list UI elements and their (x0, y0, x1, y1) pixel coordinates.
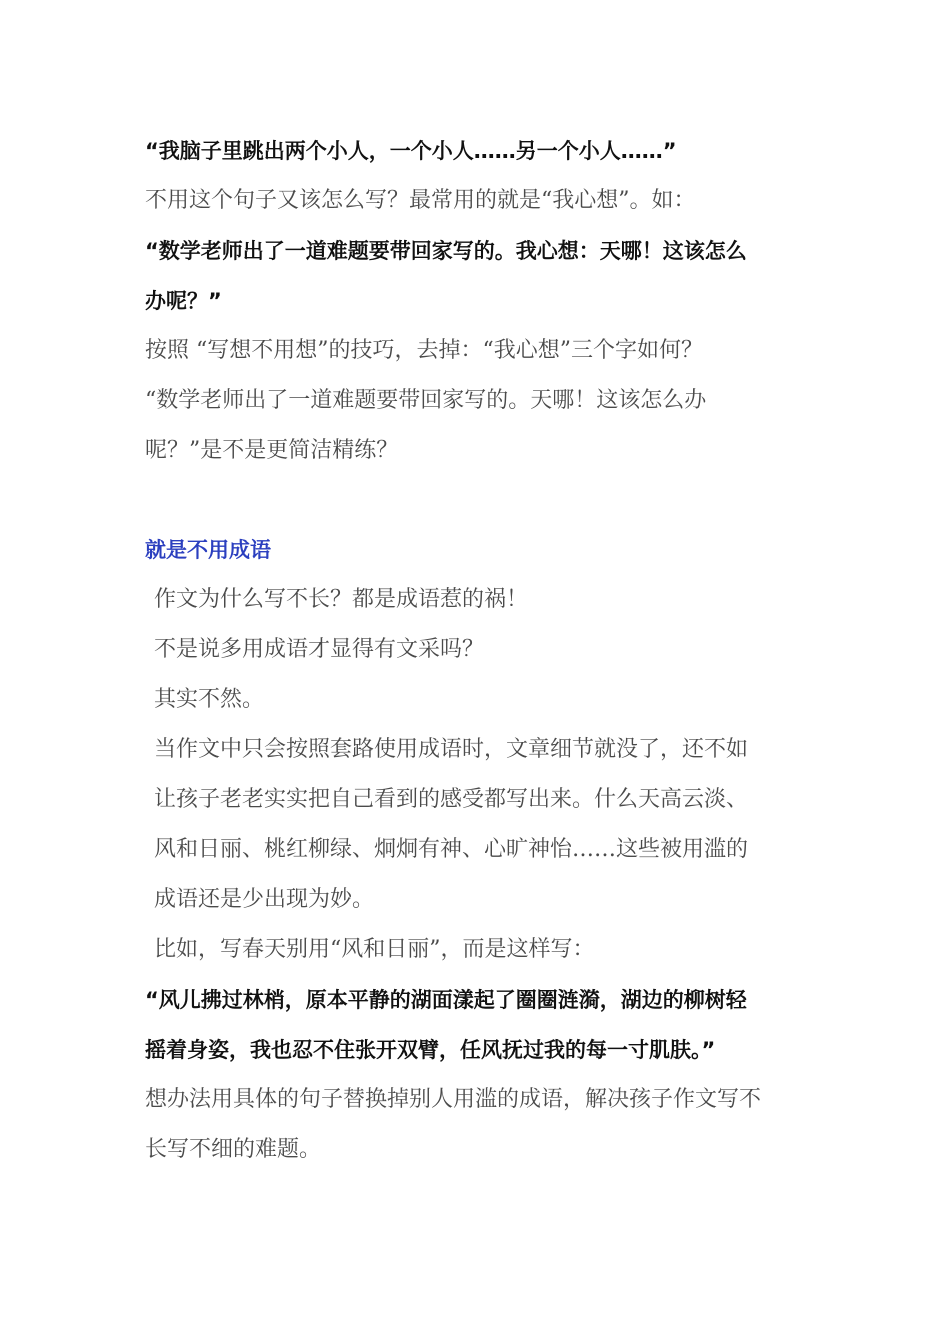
example-spring-quote-line2: 摇着身姿，我也忍不住张开双臂，任风抚过我的每一寸肌肤。” (145, 1038, 716, 1062)
example-quote-math-line1: “数学老师出了一道难题要带回家写的。我心想：天哪！这该怎么 (145, 239, 747, 263)
body-line: 比如，写春天别用“风和日丽”，而是这样写： (154, 937, 595, 962)
example-spring-quote-line1: “风儿拂过林梢，原本平静的湖面漾起了圈圈涟漪，湖边的柳树轻 (145, 988, 747, 1012)
paragraph-technique: 按照 “写想不用想”的技巧，去掉：“我心想”三个字如何？ (145, 338, 703, 363)
body-line: 不是说多用成语才显得有文采吗？ (154, 637, 485, 662)
section-heading: 就是不用成语 (145, 538, 271, 562)
closing-line1: 想办法用具体的句子替换掉别人用滥的成语，解决孩子作文写不 (145, 1087, 762, 1112)
body-line: 作文为什么写不长？都是成语惹的祸！ (154, 587, 529, 612)
example-quote-two-voices: “我脑子里跳出两个小人，一个小人……另一个小人……” (145, 139, 677, 163)
example-quote-math-line2: 办呢？” (145, 289, 222, 313)
example-revised-line2: 呢？”是不是更简洁精练？ (145, 438, 399, 463)
closing-line2: 长写不细的难题。 (145, 1137, 322, 1162)
example-revised-line1: “数学老师出了一道难题要带回家写的。天哪！这该怎么办 (145, 388, 707, 413)
body-line: 当作文中只会按照套路使用成语时，文章细节就没了，还不如 (154, 737, 749, 762)
body-line: 其实不然。 (154, 687, 265, 712)
body-line: 让孩子老老实实把自己看到的感受都写出来。什么天高云淡、 (154, 787, 749, 812)
body-line: 风和日丽、桃红柳绿、炯炯有神、心旷神怡……这些被用滥的 (154, 837, 749, 862)
paragraph-alternative: 不用这个句子又该怎么写？最常用的就是“我心想”。如： (145, 188, 696, 213)
body-line: 成语还是少出现为妙。 (154, 887, 375, 912)
